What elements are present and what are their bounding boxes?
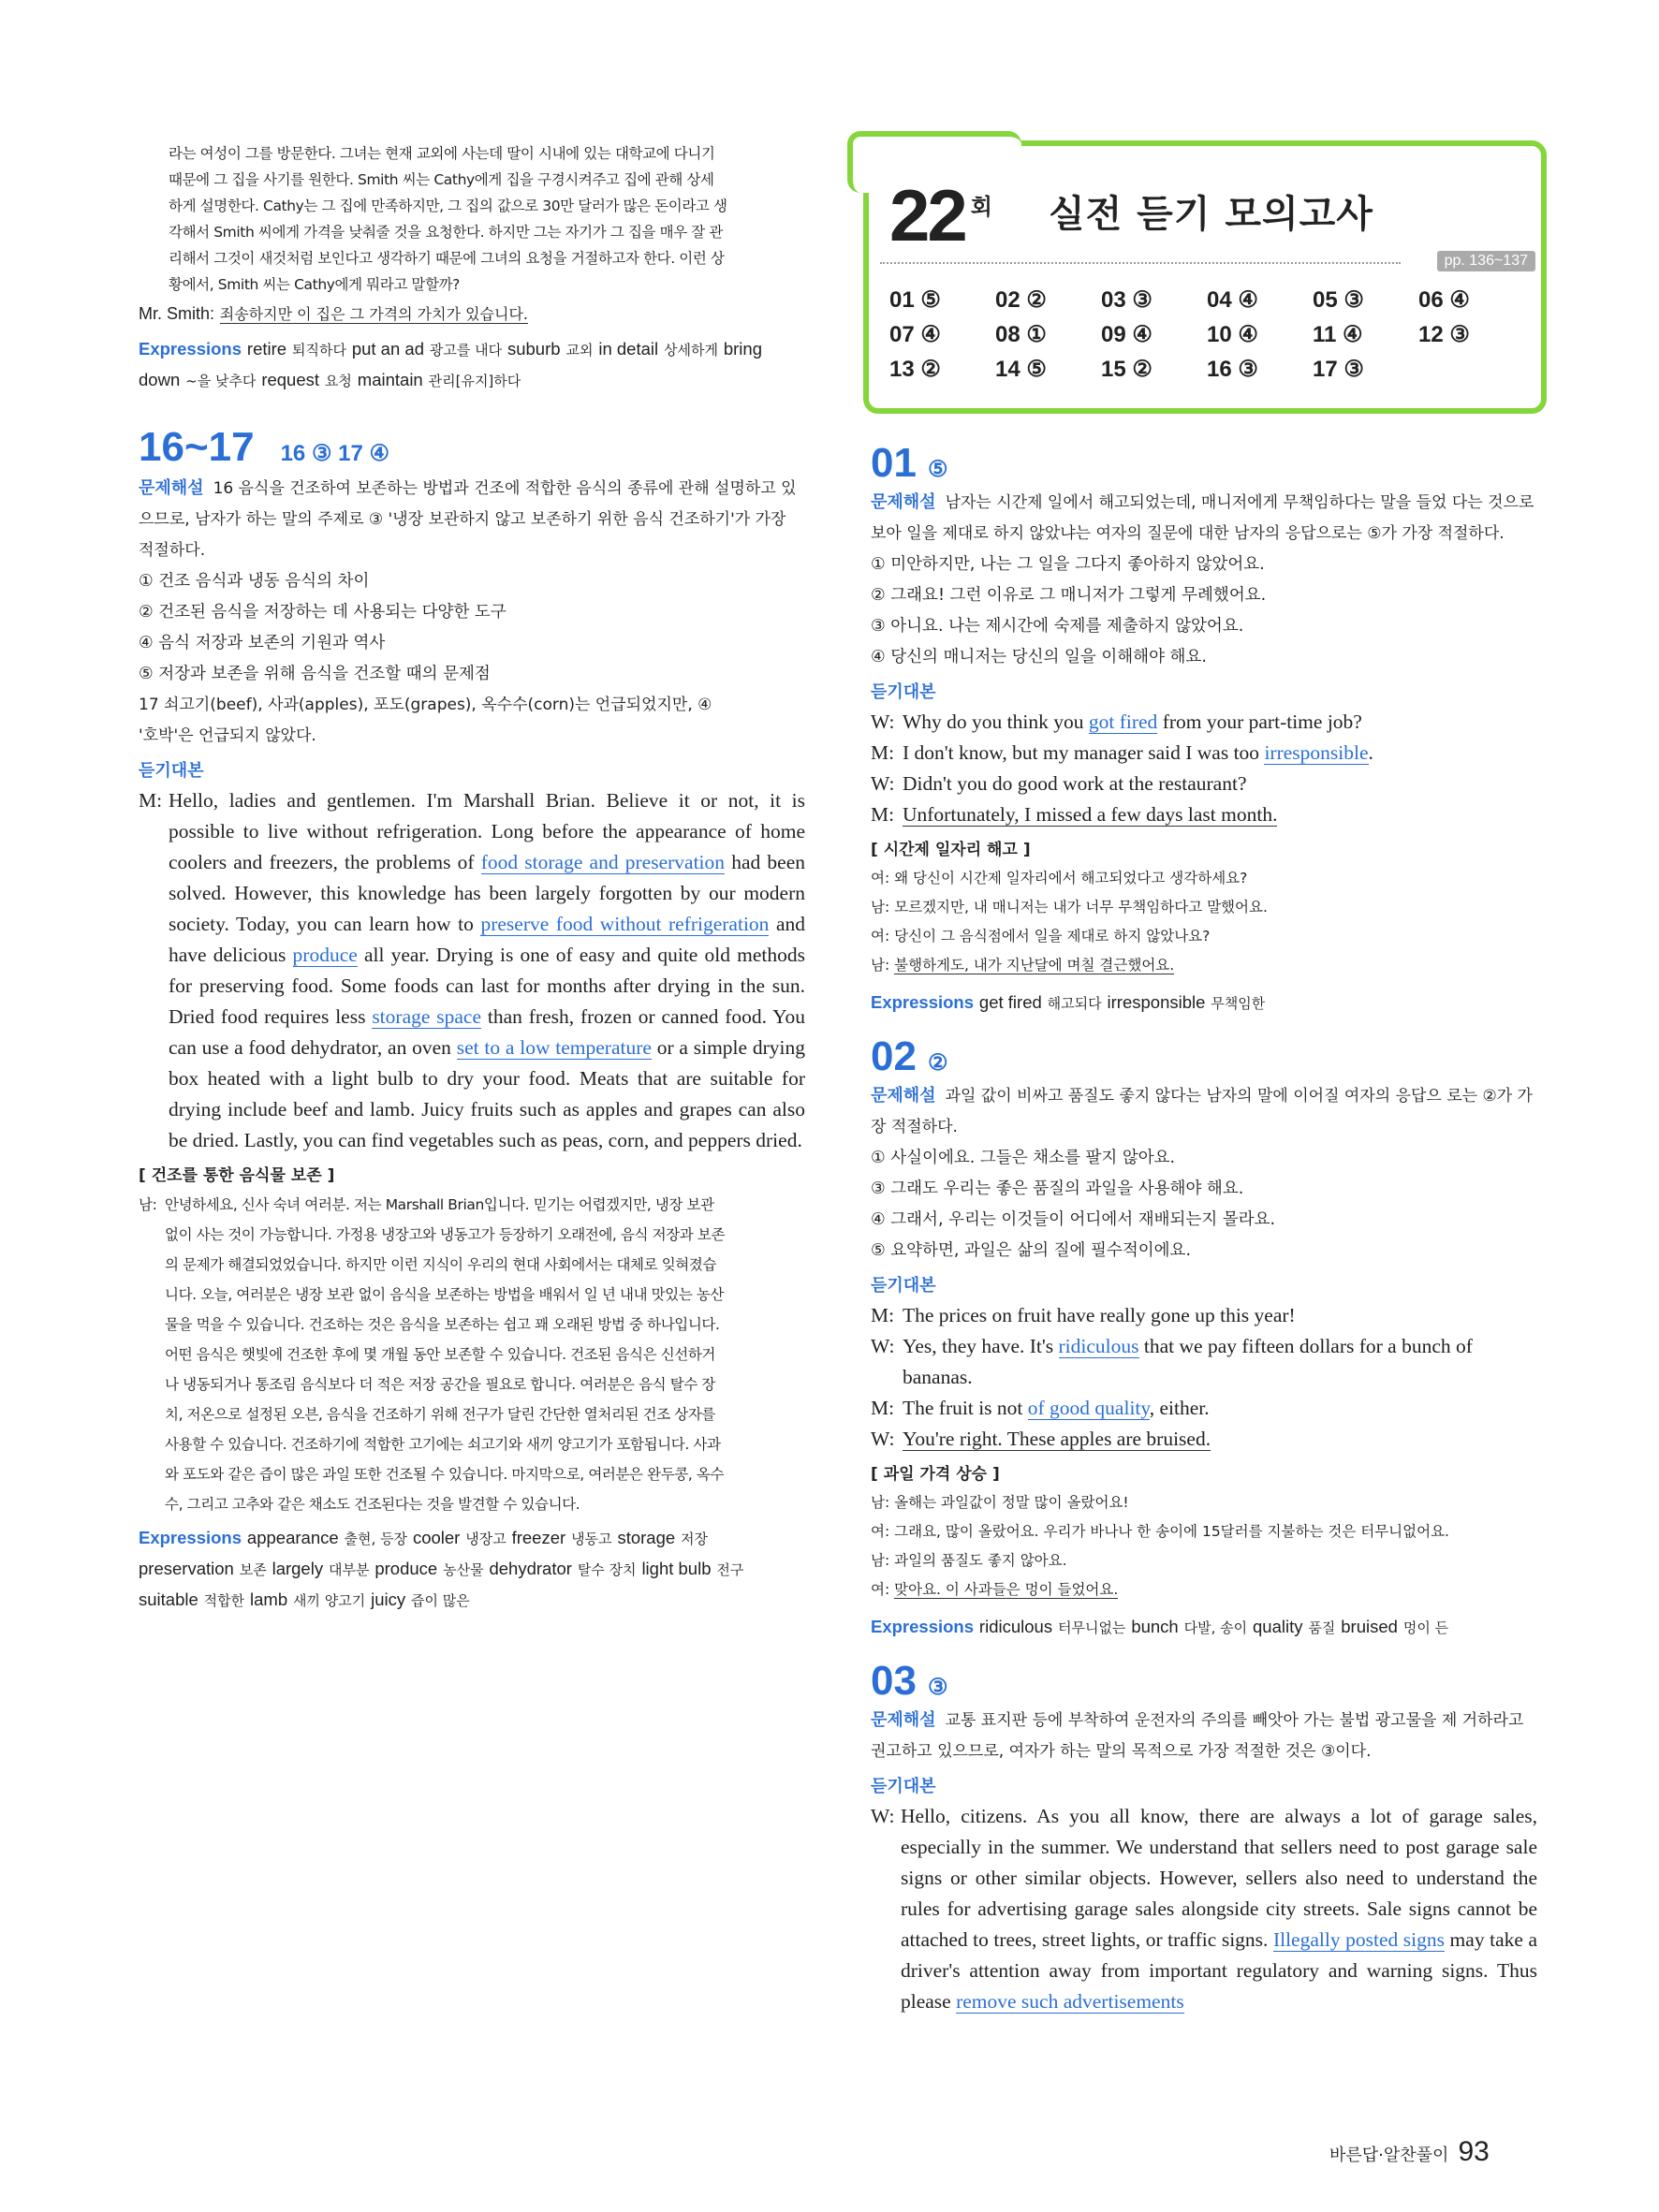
choice-line: ④ 그래서, 우리는 이것들이 어디에서 재배되는지 몰라요. [871,1210,1276,1229]
expression-ko: 농산물 [443,1561,484,1578]
ko-title: [ 시간제 일자리 해고 ] [871,841,1031,859]
ko-script-line: 니다. 오늘, 여러분은 냉장 보관 없이 음식을 보존하는 방법을 배워서 일 년 내내 맛있는 농산 [165,1286,725,1303]
expression-ko: 적합한 [203,1592,245,1609]
explain-label: 문제해설 [139,478,204,497]
expression-ko: 냉장고 [465,1531,507,1547]
answer-cell: 15 ② [1101,357,1152,382]
expression-en: bring down [139,339,762,389]
script-text: Didn't you do good work at the restaurant? [903,772,1247,795]
answer-cell: 01 ⑤ [889,287,941,313]
answer-cell: 16 ③ [1207,357,1258,382]
ko-dialog-line [871,864,1537,893]
q02-script [871,1300,1537,1455]
answer-cell: 08 ① [995,322,1047,347]
script-text: that we pay fifteen dollars for a bunch of bananas. [903,1335,1473,1388]
expression-ko: 전구 [716,1561,744,1578]
choice-line: ⑤ 저장과 보존을 위해 음식을 건조할 때의 문제점 [139,665,491,683]
answer-row [889,352,1526,387]
expression-ko: 즙이 많은 [411,1592,470,1609]
expression-en: preservation [139,1559,234,1578]
expression-en: in detail [598,339,659,359]
q02-choices [871,1143,1537,1267]
answer-cell: 05 ③ [1313,287,1364,313]
q16-17-number: 16~17 [139,424,255,470]
expressions-label: Expressions [871,992,975,1012]
ko-dialog-text: 맞아요. 이 사과들은 멍이 들었어요. [894,1581,1119,1598]
highlight-phrase: of good quality [1027,1397,1150,1419]
book-title: 바른답·알찬풀이 [1329,2146,1449,2165]
ko-dialog-line [871,1546,1537,1575]
explain-line: 17 쇠고기(beef), 사과(apples), 포도(grapes), 옥수수(corn)는 언급되었지만, ④ [139,696,712,714]
q02-explain: 문제해설 과일 값이 비싸고 품질도 좋지 않다는 남자의 말에 이어질 여자의 응답으 로는 ②가 가장 적절하다. [871,1086,1533,1136]
expression-ko: 출현, 등장 [344,1531,408,1547]
highlight-phrase: got fired [1088,710,1158,733]
expression-ko: 관리[유지]하다 [428,373,521,389]
expression-ko: 보존 [239,1561,267,1578]
dialog-text [903,1424,1537,1455]
script-text: , either. [1149,1397,1210,1419]
q01-choices [871,549,1537,673]
answer-sentence: Unfortunately, I missed a few days last month. [903,803,1278,826]
mr-smith-answer: 죄송하지만 이 집은 그 가격의 가치가 있습니다. [219,305,529,323]
expression-ko: 다발, 송이 [1183,1619,1248,1636]
expression-en: get fired [978,992,1042,1012]
ko-dialog-text: 당신이 그 음식점에서 일을 제대로 하지 않았나요? [894,928,1211,945]
expression-ko: 퇴직하다 [291,342,346,359]
script-text: . [1368,741,1373,764]
answer-cell: 17 ③ [1313,357,1364,382]
q01-script [871,707,1537,830]
intro-line: 각해서 Smith 씨에게 가격을 낮춰줄 것을 요청한다. 하지만 그는 자기가 그 집을 매우 잘 관 [169,224,723,241]
ko-script-line: 안녕하세요, 신사 숙녀 여러분. 저는 Marshall Brian입니다. 믿기는 어렵겠지만, 냉장 보관 [165,1196,714,1213]
ko-script-line: 물을 먹을 수 있습니다. 건조하는 것은 음식을 보존하는 쉽고 꽤 오래된 방법 중 하나입니다. [165,1316,720,1333]
ko-dialog-line [871,922,1537,951]
dialog-line [871,1424,1537,1455]
q02-answer: ② [927,1050,948,1076]
q01-header [871,440,1537,487]
expression-en: dehydrator [489,1559,572,1578]
highlight-phrase: Illegally posted signs [1272,1928,1446,1951]
answer-cell: 09 ④ [1101,322,1152,347]
ko-speaker: 남: [871,957,895,974]
expression-en: juicy [371,1589,406,1609]
highlight-phrase: ridiculous [1058,1335,1139,1357]
ko-dialog-line [871,951,1537,980]
ko-dialog-line [871,1488,1537,1517]
test-number: 22 [889,174,965,256]
choice-line: ② 그래요! 그런 이유로 그 매니저가 그렇게 무례했어요. [871,586,1267,605]
script-label: 듣기대본 [139,761,204,780]
expression-en: storage [617,1528,676,1547]
q02-header [871,1033,1537,1080]
script-text: than fresh, frozen or canned food. You can use a food dehydrator, an oven [169,1005,805,1059]
speaker-label: W: [871,710,895,733]
dialog-line [871,707,1537,738]
script-label: 듣기대본 [871,682,936,701]
answer-row [889,283,1526,317]
choice-line: ④ 음식 저장과 보존의 기원과 역사 [139,634,386,652]
q17-explain [139,690,805,752]
ko-dialog-line [871,1575,1537,1604]
answer-cell: 02 ② [995,287,1047,313]
ko-script-line: 없이 사는 것이 가능합니다. 가정용 냉장고와 냉동고가 등장하기 오래전에, 음식 저장과 보존 [165,1226,726,1243]
q02-expressions [871,1612,1537,1643]
ko-dialog-text: 불행하게도, 내가 지난달에 며칠 결근했어요. [894,957,1175,974]
highlight-phrase: preserve food without refrigeration [480,913,770,935]
script-text: Yes, they have. It's [903,1335,1059,1357]
ko-speaker: 여: [871,870,895,886]
dialog-line [871,1331,1537,1393]
choice-line: ① 사실이에요. 그들은 채소를 팔지 않아요. [871,1149,1176,1167]
script-text: The fruit is not [903,1397,1028,1419]
dialog-text [903,707,1537,738]
intro-line: 황에서, Smith 씨는 Cathy에게 뭐라고 말할까? [169,276,460,293]
ko-speaker: 남: [871,1552,895,1569]
script-text: Hello, ladies and gentlemen. I'm Marshall Brian. Believe it or not, it is possible to live without refrigeration. Long before the appearance of home coolers and freezers, the problems of [169,789,805,873]
expression-ko: 새끼 양고기 [293,1592,366,1609]
expressions-label: Expressions [139,339,242,359]
choice-line: ③ 그래도 우리는 좋은 품질의 과일을 사용해야 해요. [871,1179,1244,1198]
q03-number: 03 [871,1658,917,1704]
explain-label: 문제해설 [871,1086,936,1105]
q01-expressions [871,988,1537,1018]
choice-line: ① 미안하지만, 나는 그 일을 그다지 좋아하지 않았어요. [871,555,1265,574]
q02-number: 02 [871,1033,917,1079]
dotted-divider [880,262,1401,264]
highlight-phrase: remove such advertisements [956,1990,1184,2013]
expression-ko: 저장 [681,1531,709,1547]
expression-en: cooler [412,1528,461,1547]
left-column [139,140,805,1616]
expression-en: appearance [246,1528,339,1547]
q16-17-answers: 16 ③ 17 ④ [280,441,390,466]
q16-choices [139,566,805,690]
ko-script-line: 어떤 음식은 햇빛에 건조한 후에 몇 개월 동안 보존할 수 있습니다. 건조된 음식은 신선하거 [165,1346,716,1363]
expression-ko: 탈수 장치 [577,1561,637,1578]
expressions-block-2 [139,1523,805,1616]
ko-script-line: 의 문제가 해결되었었습니다. 하지만 이런 지식이 우리의 현대 사회에서는 대체로 잊혀졌습 [165,1256,717,1273]
ko-script-line: 치, 저온으로 설정된 오븐, 음식을 건조하기 위해 전구가 달린 간단한 열처리된 건조 상자를 [165,1406,716,1423]
dialog-text [903,1393,1537,1424]
answer-row [889,317,1526,352]
expressions-label: Expressions [871,1617,975,1636]
expression-en: request [261,370,320,389]
expression-en: freezer [511,1528,566,1547]
q01-explain: 문제해설 남자는 시간제 일에서 해고되었는데, 매니저에게 무책임하다는 말을 들었 다는 것으로 보아 일을 제대로 하지 않았냐는 여자의 질문에 대한 남자의 응답으로는 ⑤가 가장 적절하다. [871,492,1534,543]
test-title: 실전 듣기 모의고사 [1048,193,1373,236]
mr-smith-line [139,300,805,329]
expression-en: bruised [1341,1617,1398,1636]
q01-answer: ⑤ [927,457,948,482]
script-text: or a simple drying box heated with a light bulb to dry your food. Meats that are suitable for drying include beef and lamb. Juicy fruits such as apples and grapes can also be dried. Lastly, you can find vegetables such as peas, corn, and peppers dried. [169,1036,805,1151]
expression-en: lamb [250,1589,288,1609]
highlight-phrase: storage space [372,1005,482,1028]
expression-en: suburb [507,339,561,359]
ko-speaker: 여: [871,1523,895,1540]
explain-line: '호박'은 언급되지 않았다. [139,726,316,745]
dialog-text [903,1300,1537,1331]
answer-cell: 06 ④ [1418,287,1470,313]
intro-line: 라는 여성이 그를 방문한다. 그녀는 현재 교외에 사는데 딸이 시내에 있는 대학교에 다니기 [169,145,715,162]
speaker-label: W: [871,1335,895,1357]
test-suffix: 회 [970,194,992,220]
script-text: The prices on fruit have really gone up this year! [903,1304,1296,1326]
q16-explain: 문제해설 16 음식을 건조하여 보존하는 방법과 건조에 적합한 음식의 종류에 관해 설명하고 있으므로, 남자가 하는 말의 주제로 ③ '냉장 보관하지 않고 보존하기 위한 음식 건조하기'가 가장 적절하다. [139,478,797,560]
choice-line: ③ 아니요. 나는 제시간에 숙제를 제출하지 않았어요. [871,617,1244,636]
q01-ko-dialog [871,864,1537,980]
expression-en: retire [246,339,287,359]
choice-line: ④ 당신의 매니저는 당신의 일을 이해해야 해요. [871,648,1207,667]
expression-en: light bulb [641,1559,712,1578]
mr-smith-label: Mr. Smith: [139,304,215,323]
ko-speaker: 남: [871,899,895,916]
q16-script [139,785,805,1156]
script-text: from your part-time job? [1157,710,1362,733]
dialog-line [871,1393,1537,1424]
answer-cell: 10 ④ [1207,322,1258,347]
answer-cell: 13 ② [889,357,941,382]
expression-ko: 멍이 든 [1402,1619,1449,1636]
answer-cell: 04 ④ [1207,287,1258,313]
expressions-label: Expressions [139,1528,242,1547]
intro-line: 때문에 그 집을 사기를 원한다. Smith 씨는 Cathy에게 집을 구경시켜주고 집에 관해 상세 [169,171,714,188]
speaker-label: M: [871,741,895,764]
page-number: 93 [1458,2136,1490,2167]
expression-en: produce [374,1559,438,1578]
expression-en: irresponsible [1107,992,1206,1012]
expression-en: quality [1253,1617,1303,1636]
q16-17-header [139,424,805,471]
dialog-text [903,799,1537,830]
speaker-label: M: [139,789,163,812]
dialog-line [871,769,1537,799]
choice-line: ⑤ 요약하면, 과일은 삶의 질에 필수적이에요. [871,1241,1192,1260]
script-label: 듣기대본 [871,1276,936,1295]
ko-dialog-text: 왜 당신이 시간제 일자리에서 해고되었다고 생각하세요? [894,870,1248,886]
q02-ko-dialog [871,1488,1537,1604]
expression-ko: 광고를 내다 [429,342,503,359]
script-text: all year. Drying is one of easy and quite old methods for preserving food. Some foods can last for months after drying in the sun. Dried food requires less [169,944,805,1028]
expression-en: maintain [357,370,423,389]
dialog-line [871,738,1537,769]
ko-script-line: 사용할 수 있습니다. 건조하기에 적합한 고기에는 쇠고기와 새끼 양고기가 포함됩니다. 사과 [165,1436,721,1453]
intro-paragraph [139,140,805,298]
expression-en: put an ad [351,339,424,359]
expressions-block-1 [139,334,805,396]
right-column [871,440,1537,2017]
ko-dialog-text: 모르겠지만, 내 매니저는 내가 너무 무책임하다고 말했어요. [894,899,1268,916]
q01-number: 01 [871,440,917,486]
expression-ko: 요청 [324,373,352,389]
script-text: Hello, citizens. As you all know, there are always a lot of garage sales, especially in the summer. We understand that sellers need to post garage sale signs or other similar objects. However, sellers also need to understand the rules for advertising garage sales alongside city streets. Sale signs cannot be attached to trees, street lights, or traffic signs. [901,1805,1537,1951]
expression-en: ridiculous [978,1617,1053,1636]
ko-speaker: 여: [871,1581,895,1598]
q03-answer: ③ [927,1675,948,1700]
ko-speaker: 여: [871,928,895,945]
script-label: 듣기대본 [871,1777,936,1795]
expression-ko: 해고되다 [1047,995,1102,1012]
speaker-label: W: [871,1428,895,1450]
choice-line: ② 건조된 음식을 저장하는 데 사용되는 다양한 도구 [139,603,507,622]
ko-title: [ 건조를 통한 음식물 보존 ] [139,1166,335,1185]
dialog-line [871,799,1537,830]
expression-ko: 품질 [1308,1619,1336,1636]
ko-dialog-line [871,893,1537,922]
answer-sentence: You're right. These apples are bruised. [903,1428,1211,1450]
speaker-label: M: [871,803,895,826]
explain-label: 문제해설 [871,1710,936,1729]
q16-ko-script [139,1190,805,1519]
speaker-label: M: [871,1304,895,1326]
highlight-phrase: irresponsible [1264,741,1369,764]
explain-label: 문제해설 [871,492,936,511]
intro-line: 하게 설명한다. Cathy는 그 집에 만족하지만, 그 집의 값으로 30만 달러가 많은 돈이라고 생 [169,198,727,214]
answer-cell: 03 ③ [1101,287,1152,313]
script-text: I don't know, but my manager said I was too [903,741,1265,764]
ko-script-line: 수, 그리고 고추와 같은 채소도 건조된다는 것을 발견할 수 있습니다. [165,1496,580,1513]
speaker-label: M: [871,1397,895,1419]
intro-line: 리해서 그것이 새것처럼 보인다고 생각하기 때문에 그녀의 요청을 거절하고자 한다. 이런 상 [169,250,725,267]
answer-grid [889,283,1526,387]
ko-speaker: 남: [139,1196,157,1213]
page-footer [1329,2136,1490,2168]
dialog-text [903,1331,1537,1393]
expression-ko: 터무니없는 [1057,1619,1126,1636]
ko-dialog-line [871,1517,1537,1546]
ko-dialog-text: 올해는 과일값이 정말 많이 올랐어요! [894,1494,1129,1511]
dialog-text [903,738,1537,769]
script-text: Why do you think you [903,710,1089,733]
script-text: had been solved. However, this knowledge has been largely forgotten by our modern society. Today, you can learn how to [169,851,805,935]
q03-script [871,1801,1537,2017]
q03-explain: 문제해설 교통 표지판 등에 부착하여 운전자의 주의를 빼앗아 가는 불법 광고물을 제 거하라고 권고하고 있으므로, 여자가 하는 말의 목적으로 가장 적절한 것은 ③이다. [871,1710,1524,1761]
dialog-text [903,769,1537,799]
ko-script-line: 나 냉동되거나 통조림 음식보다 더 적은 저장 공간을 필요로 합니다. 여러분은 음식 탈수 장 [165,1376,716,1393]
choice-line: ① 건조 음식과 냉동 음식의 차이 [139,572,370,591]
highlight-phrase: set to a low temperature [456,1036,652,1059]
speaker-label: W: [871,1805,895,1827]
page-ref: pp. 136~137 [1437,251,1535,271]
script-text: and have delicious [169,913,806,966]
expression-ko: 대부분 [328,1561,370,1578]
answer-cell: 11 ④ [1313,322,1363,347]
expression-ko: 상세하게 [663,342,718,359]
answer-cell: 14 ⑤ [995,357,1047,382]
answer-box-content [889,174,1528,387]
answer-cell: 12 ③ [1418,322,1470,347]
highlight-phrase: food storage and preservation [480,851,726,873]
ko-dialog-text: 과일의 품질도 좋지 않아요. [894,1552,1067,1569]
expression-en: largely [272,1559,324,1578]
ko-speaker: 남: [871,1494,895,1511]
q03-header [871,1658,1537,1705]
expression-en: bunch [1131,1617,1179,1636]
ko-dialog-text: 그래요, 많이 올랐어요. 우리가 바나나 한 송이에 15달러를 지불하는 것은 터무니없어요. [894,1523,1449,1540]
expression-ko: 교외 [565,342,594,359]
highlight-phrase: produce [292,944,358,966]
dialog-line [871,1300,1537,1331]
expression-ko: ~을 낮추다 [185,373,257,389]
ko-script-line: 와 포도와 같은 즙이 많은 과일 또한 건조될 수 있습니다. 마지막으로, 여러분은 완두콩, 옥수 [165,1466,725,1483]
expression-ko: 무책임한 [1211,995,1266,1012]
ko-title: [ 과일 가격 상승 ] [871,1465,1000,1484]
script-text: may take a driver's attention away from important regulatory and warning signs. Thus please [901,1928,1537,2013]
expression-ko: 냉동고 [571,1531,612,1547]
expression-en: suitable [139,1589,198,1609]
speaker-label: W: [871,772,895,795]
answer-cell: 07 ④ [889,322,941,347]
